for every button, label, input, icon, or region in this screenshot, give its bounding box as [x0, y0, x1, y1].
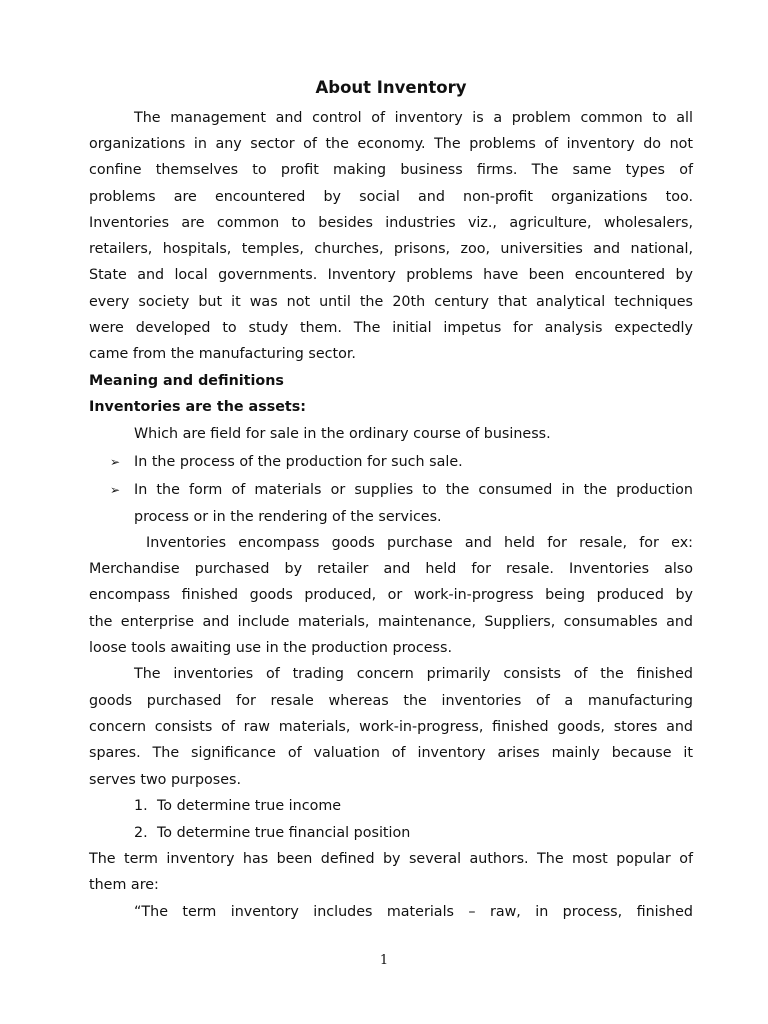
- trading-line-1: The inventories of trading concern primarily consists of the finished: [134, 666, 693, 682]
- trading-line-5: serves two purposes.: [89, 772, 242, 788]
- intro-line-8: every society but it was not until the 20th century that analytical techniques: [89, 294, 693, 310]
- bullet-item-1: In the process of the production for such sale.: [134, 454, 463, 470]
- encompass-line-3: encompass finished goods produced, or work-in-progress being produced by: [89, 587, 693, 603]
- heading-assets: Inventories are the assets:: [89, 399, 306, 415]
- encompass-line-1: Inventories encompass goods purchase and held for resale, for ex:: [146, 535, 693, 551]
- intro-line-3: confine themselves to profit making business firms. The same types of: [89, 162, 693, 178]
- numbered-item-1: To determine true income: [157, 798, 342, 814]
- numbered-item-2: To determine true financial position: [157, 825, 411, 841]
- intro-line-10: came from the manufacturing sector.: [89, 346, 356, 362]
- bullet-item-2: In the form of materials or supplies to the consumed in the production: [134, 482, 693, 498]
- intro-line-5: Inventories are common to besides industries viz., agriculture, wholesalers,: [89, 215, 693, 231]
- term-line-1: The term inventory has been defined by several authors. The most popular of: [89, 851, 693, 867]
- intro-line-1: The management and control of inventory is a problem common to all: [134, 110, 693, 126]
- intro-line-4: problems are encountered by social and non-profit organizations too.: [89, 189, 693, 205]
- numbered-item-1-number: 1.: [134, 798, 148, 814]
- encompass-line-4: the enterprise and include materials, maintenance, Suppliers, consumables and: [89, 614, 693, 630]
- trading-line-4: spares. The significance of valuation of inventory arises mainly because it: [89, 745, 693, 761]
- assets-line: Which are field for sale in the ordinary course of business.: [134, 426, 551, 442]
- intro-line-9: were developed to study them. The initial impetus for analysis expectedly: [89, 320, 693, 336]
- bullet-arrow-icon: ➢: [110, 455, 121, 469]
- intro-line-7: State and local governments. Inventory problems have been encountered by: [89, 267, 693, 283]
- quote-line: “The term inventory includes materials – raw, in process, finished: [134, 904, 693, 920]
- trading-line-3: concern consists of raw materials, work-in-progress, finished goods, stores and: [89, 719, 693, 735]
- encompass-line-2: Merchandise purchased by retailer and held for resale. Inventories also: [89, 561, 693, 577]
- intro-line-6: retailers, hospitals, temples, churches, prisons, zoo, universities and national,: [89, 241, 693, 257]
- term-line-2: them are:: [89, 877, 159, 893]
- bullet-item-2-cont: process or in the rendering of the services.: [134, 509, 442, 525]
- bullet-arrow-icon: ➢: [110, 483, 121, 497]
- numbered-item-2-number: 2.: [134, 825, 148, 841]
- intro-line-2: organizations in any sector of the economy. The problems of inventory do not: [89, 136, 693, 152]
- trading-line-2: goods purchased for resale whereas the inventories of a manufacturing: [89, 693, 693, 709]
- encompass-line-5: loose tools awaiting use in the production process.: [89, 640, 452, 656]
- page-number: 1: [379, 953, 389, 968]
- heading-meaning: Meaning and definitions: [89, 373, 284, 389]
- page-title: About Inventory: [315, 78, 467, 97]
